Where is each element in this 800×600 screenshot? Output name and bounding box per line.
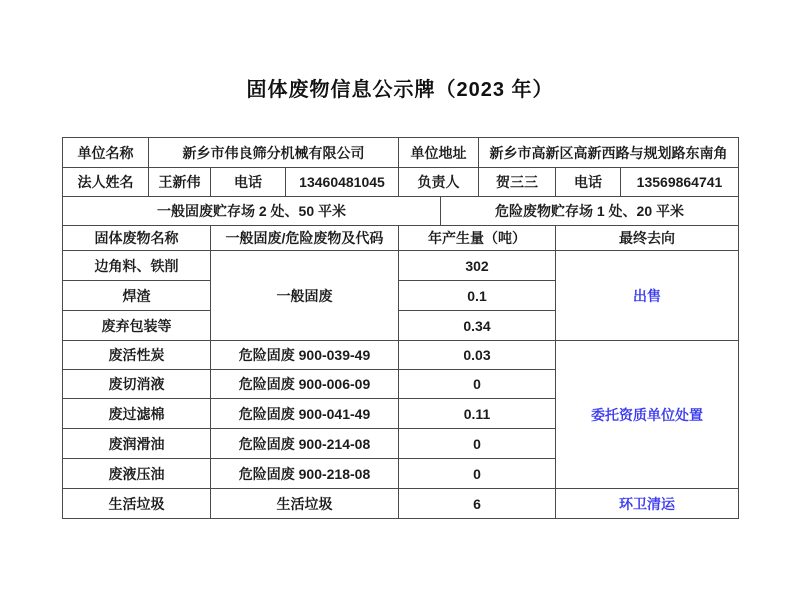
unit-address-value: 新乡市高新区高新西路与规划路东南角 (479, 138, 739, 168)
waste-row-amount: 302 (399, 251, 556, 281)
waste-row-name: 废润滑油 (63, 429, 211, 459)
unit-address-label: 单位地址 (399, 138, 479, 168)
waste-row-name: 废过滤棉 (63, 399, 211, 429)
waste-row-code: 危险固废 900-006-09 (211, 370, 399, 399)
col-header-type-code: 一般固废/危险废物及代码 (211, 226, 399, 251)
waste-row-name: 废液压油 (63, 459, 211, 489)
page-title: 固体废物信息公示牌（2023 年） (246, 79, 554, 101)
waste-row-name: 边角料、铁削 (63, 251, 211, 281)
waste-row-amount: 0.1 (399, 281, 556, 311)
waste-row-name: 废切消液 (63, 370, 211, 399)
waste-row-code: 危险固废 900-039-49 (211, 341, 399, 370)
legal-person-value: 王新伟 (149, 168, 211, 197)
waste-row-amount: 0 (399, 429, 556, 459)
hazardous-destination-merged-cell: 委托资质单位处置 (556, 341, 739, 489)
unit-name-label: 单位名称 (63, 138, 149, 168)
waste-row-amount: 0.34 (399, 311, 556, 341)
general-destination-merged-cell: 出售 (556, 251, 739, 341)
waste-notice-table (62, 137, 739, 519)
household-destination-cell: 环卫清运 (556, 489, 739, 519)
waste-row-name: 生活垃圾 (63, 489, 211, 519)
waste-row-name: 废活性炭 (63, 341, 211, 370)
waste-row-amount: 0.03 (399, 341, 556, 370)
waste-row-name: 废弃包装等 (63, 311, 211, 341)
waste-row-code: 生活垃圾 (211, 489, 399, 519)
waste-row-code: 危险固废 900-041-49 (211, 399, 399, 429)
legal-phone-value: 13460481045 (286, 168, 399, 197)
hazardous-storage-text: 危险废物贮存场 1 处、20 平米 (441, 197, 739, 226)
general-type-merged-cell: 一般固废 (211, 251, 399, 341)
duty-phone-value: 13569864741 (621, 168, 739, 197)
unit-name-value: 新乡市伟良筛分机械有限公司 (149, 138, 399, 168)
waste-row-name: 焊渣 (63, 281, 211, 311)
col-header-annual-amount: 年产生量（吨） (399, 226, 556, 251)
legal-phone-label: 电话 (211, 168, 286, 197)
legal-person-label: 法人姓名 (63, 168, 149, 197)
col-header-destination: 最终去向 (556, 226, 739, 251)
duty-person-label: 负责人 (399, 168, 479, 197)
waste-row-amount: 6 (399, 489, 556, 519)
duty-phone-label: 电话 (556, 168, 621, 197)
waste-row-amount: 0 (399, 370, 556, 399)
waste-row-code: 危险固废 900-214-08 (211, 429, 399, 459)
waste-row-amount: 0 (399, 459, 556, 489)
waste-row-amount: 0.11 (399, 399, 556, 429)
waste-row-code: 危险固废 900-218-08 (211, 459, 399, 489)
col-header-waste-name: 固体废物名称 (63, 226, 211, 251)
duty-person-value: 贺三三 (479, 168, 556, 197)
general-storage-text: 一般固废贮存场 2 处、50 平米 (63, 197, 441, 226)
